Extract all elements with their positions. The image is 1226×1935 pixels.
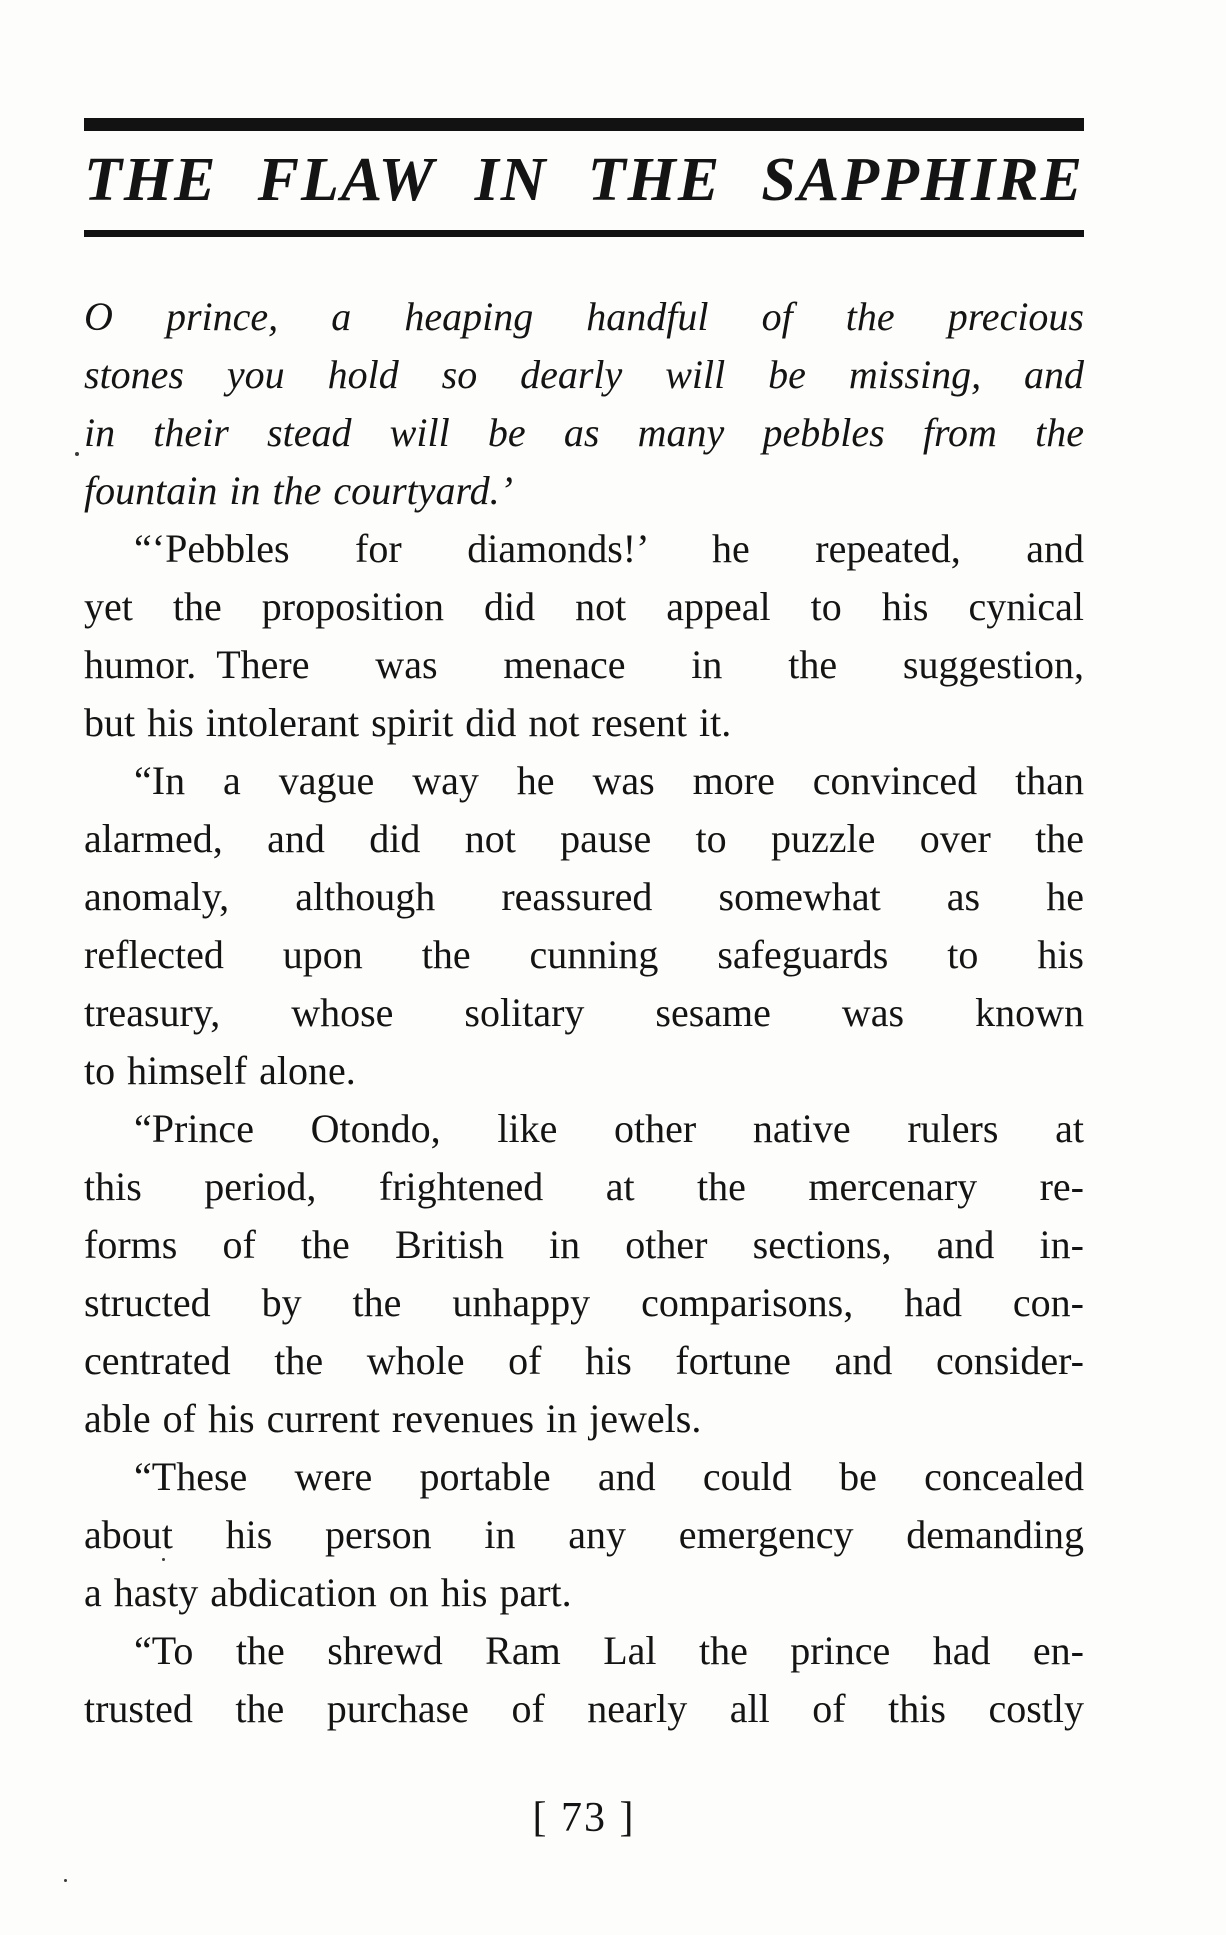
text-line: “In a vague way he was more convinced than (134, 758, 1084, 803)
title-rule (84, 230, 1084, 237)
scan-speck (75, 452, 79, 456)
text-line: in their stead will be as many pebbles from the (84, 410, 1084, 455)
top-rule (84, 118, 1084, 131)
scan-speck (162, 1558, 165, 1561)
text-line: centrated the whole of his fortune and consider- (84, 1338, 1084, 1383)
text-line: stones you hold so dearly will be missing, and (84, 352, 1084, 397)
text-line: trusted the purchase of nearly all of this costly (84, 1686, 1084, 1731)
paragraph (84, 520, 1084, 752)
text-line: about his person in any emergency demanding (84, 1512, 1084, 1557)
text-line: able of his current revenues in jewels. (84, 1396, 702, 1441)
text-line: O prince, a heaping handful of the precious (84, 294, 1084, 339)
paragraph (84, 288, 1084, 520)
paragraph (84, 1100, 1084, 1448)
text-line: this period, frightened at the mercenary re- (84, 1164, 1084, 1209)
text-line: a hasty abdication on his part. (84, 1570, 572, 1615)
text-line: fountain in the courtyard.’ (84, 468, 513, 513)
text-line: forms of the British in other sections, and in- (84, 1222, 1084, 1267)
scan-speck (64, 1879, 67, 1882)
text-line: anomaly, although reassured somewhat as he (84, 874, 1084, 919)
text-line: “‘Pebbles for diamonds!’ he repeated, and (134, 526, 1084, 571)
text-line: alarmed, and did not pause to puzzle over the (84, 816, 1084, 861)
paragraph (84, 1622, 1084, 1738)
text-line: reflected upon the cunning safeguards to his (84, 932, 1084, 977)
text-line: humor. There was menace in the suggestion, (84, 642, 1084, 687)
text-line: treasury, whose solitary sesame was known (84, 990, 1084, 1035)
text-line: yet the proposition did not appeal to his cynical (84, 584, 1084, 629)
paragraph (84, 752, 1084, 1100)
page-number: [ 73 ] (532, 1795, 636, 1841)
text-line: “To the shrewd Ram Lal the prince had en- (134, 1628, 1084, 1673)
page-body (84, 288, 1084, 1738)
text-line: “Prince Otondo, like other native rulers at (134, 1106, 1084, 1151)
text-line: structed by the unhappy comparisons, had con- (84, 1280, 1084, 1325)
text-line: “These were portable and could be concealed (134, 1454, 1084, 1499)
text-line: but his intolerant spirit did not resent it. (84, 700, 732, 745)
chapter-title: THE FLAW IN THE SAPPHIRE (84, 146, 1084, 214)
text-line: to himself alone. (84, 1048, 356, 1093)
paragraph (84, 1448, 1084, 1622)
